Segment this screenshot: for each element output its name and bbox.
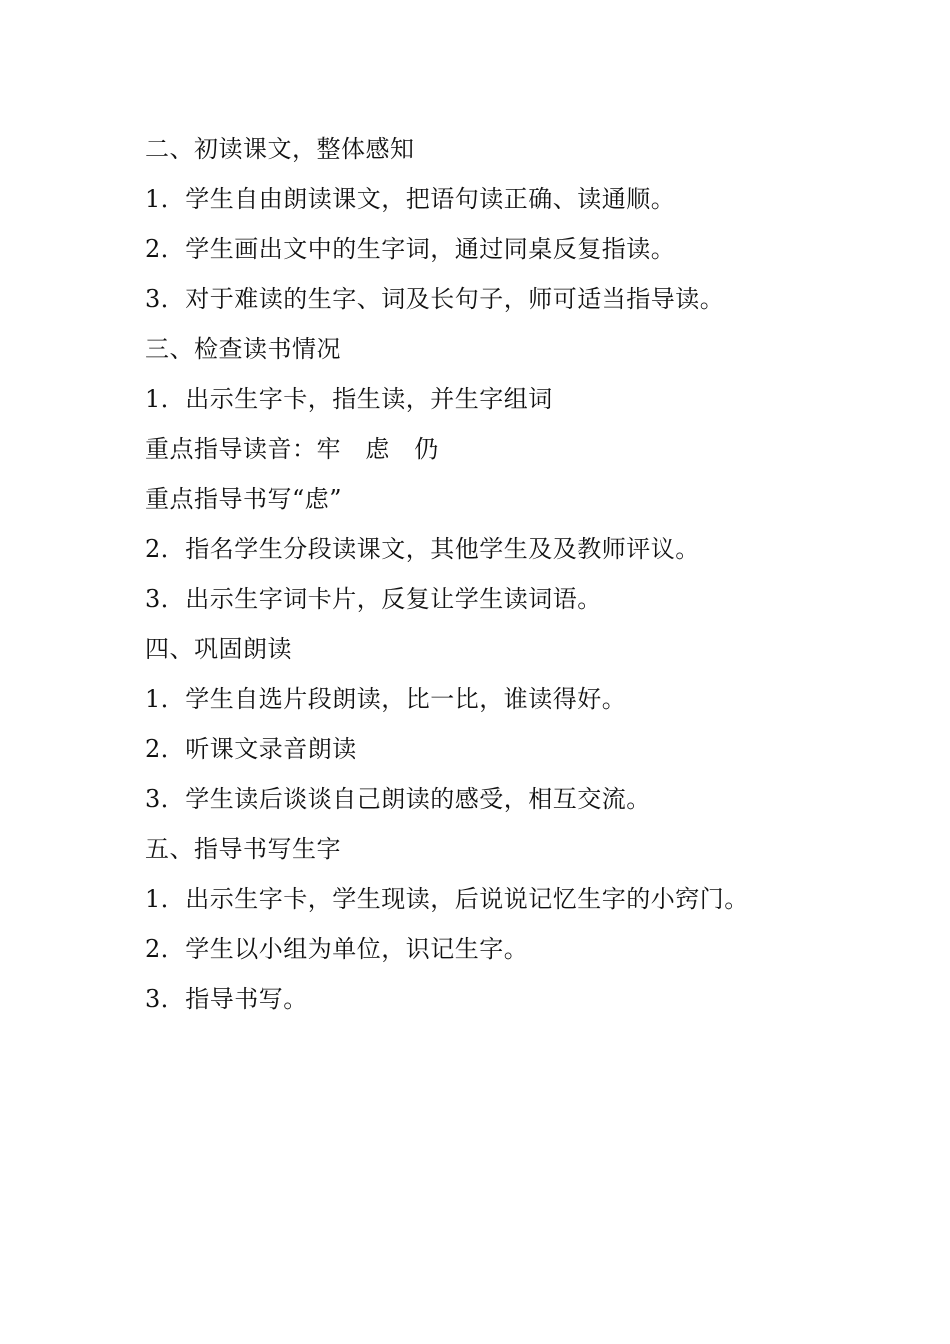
list-item: 1．出示生字卡，学生现读，后说说记忆生字的小窍门。	[145, 885, 749, 913]
list-item: 2．学生画出文中的生字词，通过同桌反复指读。	[145, 235, 676, 263]
paragraph-text: 重点指导读音：牢 虑 仍	[145, 435, 439, 463]
section-heading-3: 三、检查读书情况	[145, 335, 341, 363]
section-heading-2: 二、初读课文，整体感知	[145, 135, 415, 163]
list-item: 1．学生自选片段朗读，比一比，谁读得好。	[145, 685, 627, 713]
list-item: 1．出示生字卡，指生读，并生字组词	[145, 385, 553, 413]
list-item: 2．指名学生分段读课文，其他学生及及教师评议。	[145, 535, 700, 563]
list-item: 3．出示生字词卡片，反复让学生读词语。	[145, 585, 602, 613]
paragraph-text: 重点指导书写“虑”	[145, 485, 343, 513]
section-heading-5: 五、指导书写生字	[145, 835, 341, 863]
document-body	[145, 128, 845, 1028]
list-item: 2．听课文录音朗读	[145, 735, 357, 763]
list-item: 3．对于难读的生字、词及长句子，师可适当指导读。	[145, 285, 725, 313]
section-heading-4: 四、巩固朗读	[145, 635, 292, 663]
list-item: 3．学生读后谈谈自己朗读的感受，相互交流。	[145, 785, 651, 813]
list-item: 3．指导书写。	[145, 985, 308, 1013]
list-item: 1．学生自由朗读课文，把语句读正确、读通顺。	[145, 185, 676, 213]
list-item: 2．学生以小组为单位，识记生字。	[145, 935, 529, 963]
